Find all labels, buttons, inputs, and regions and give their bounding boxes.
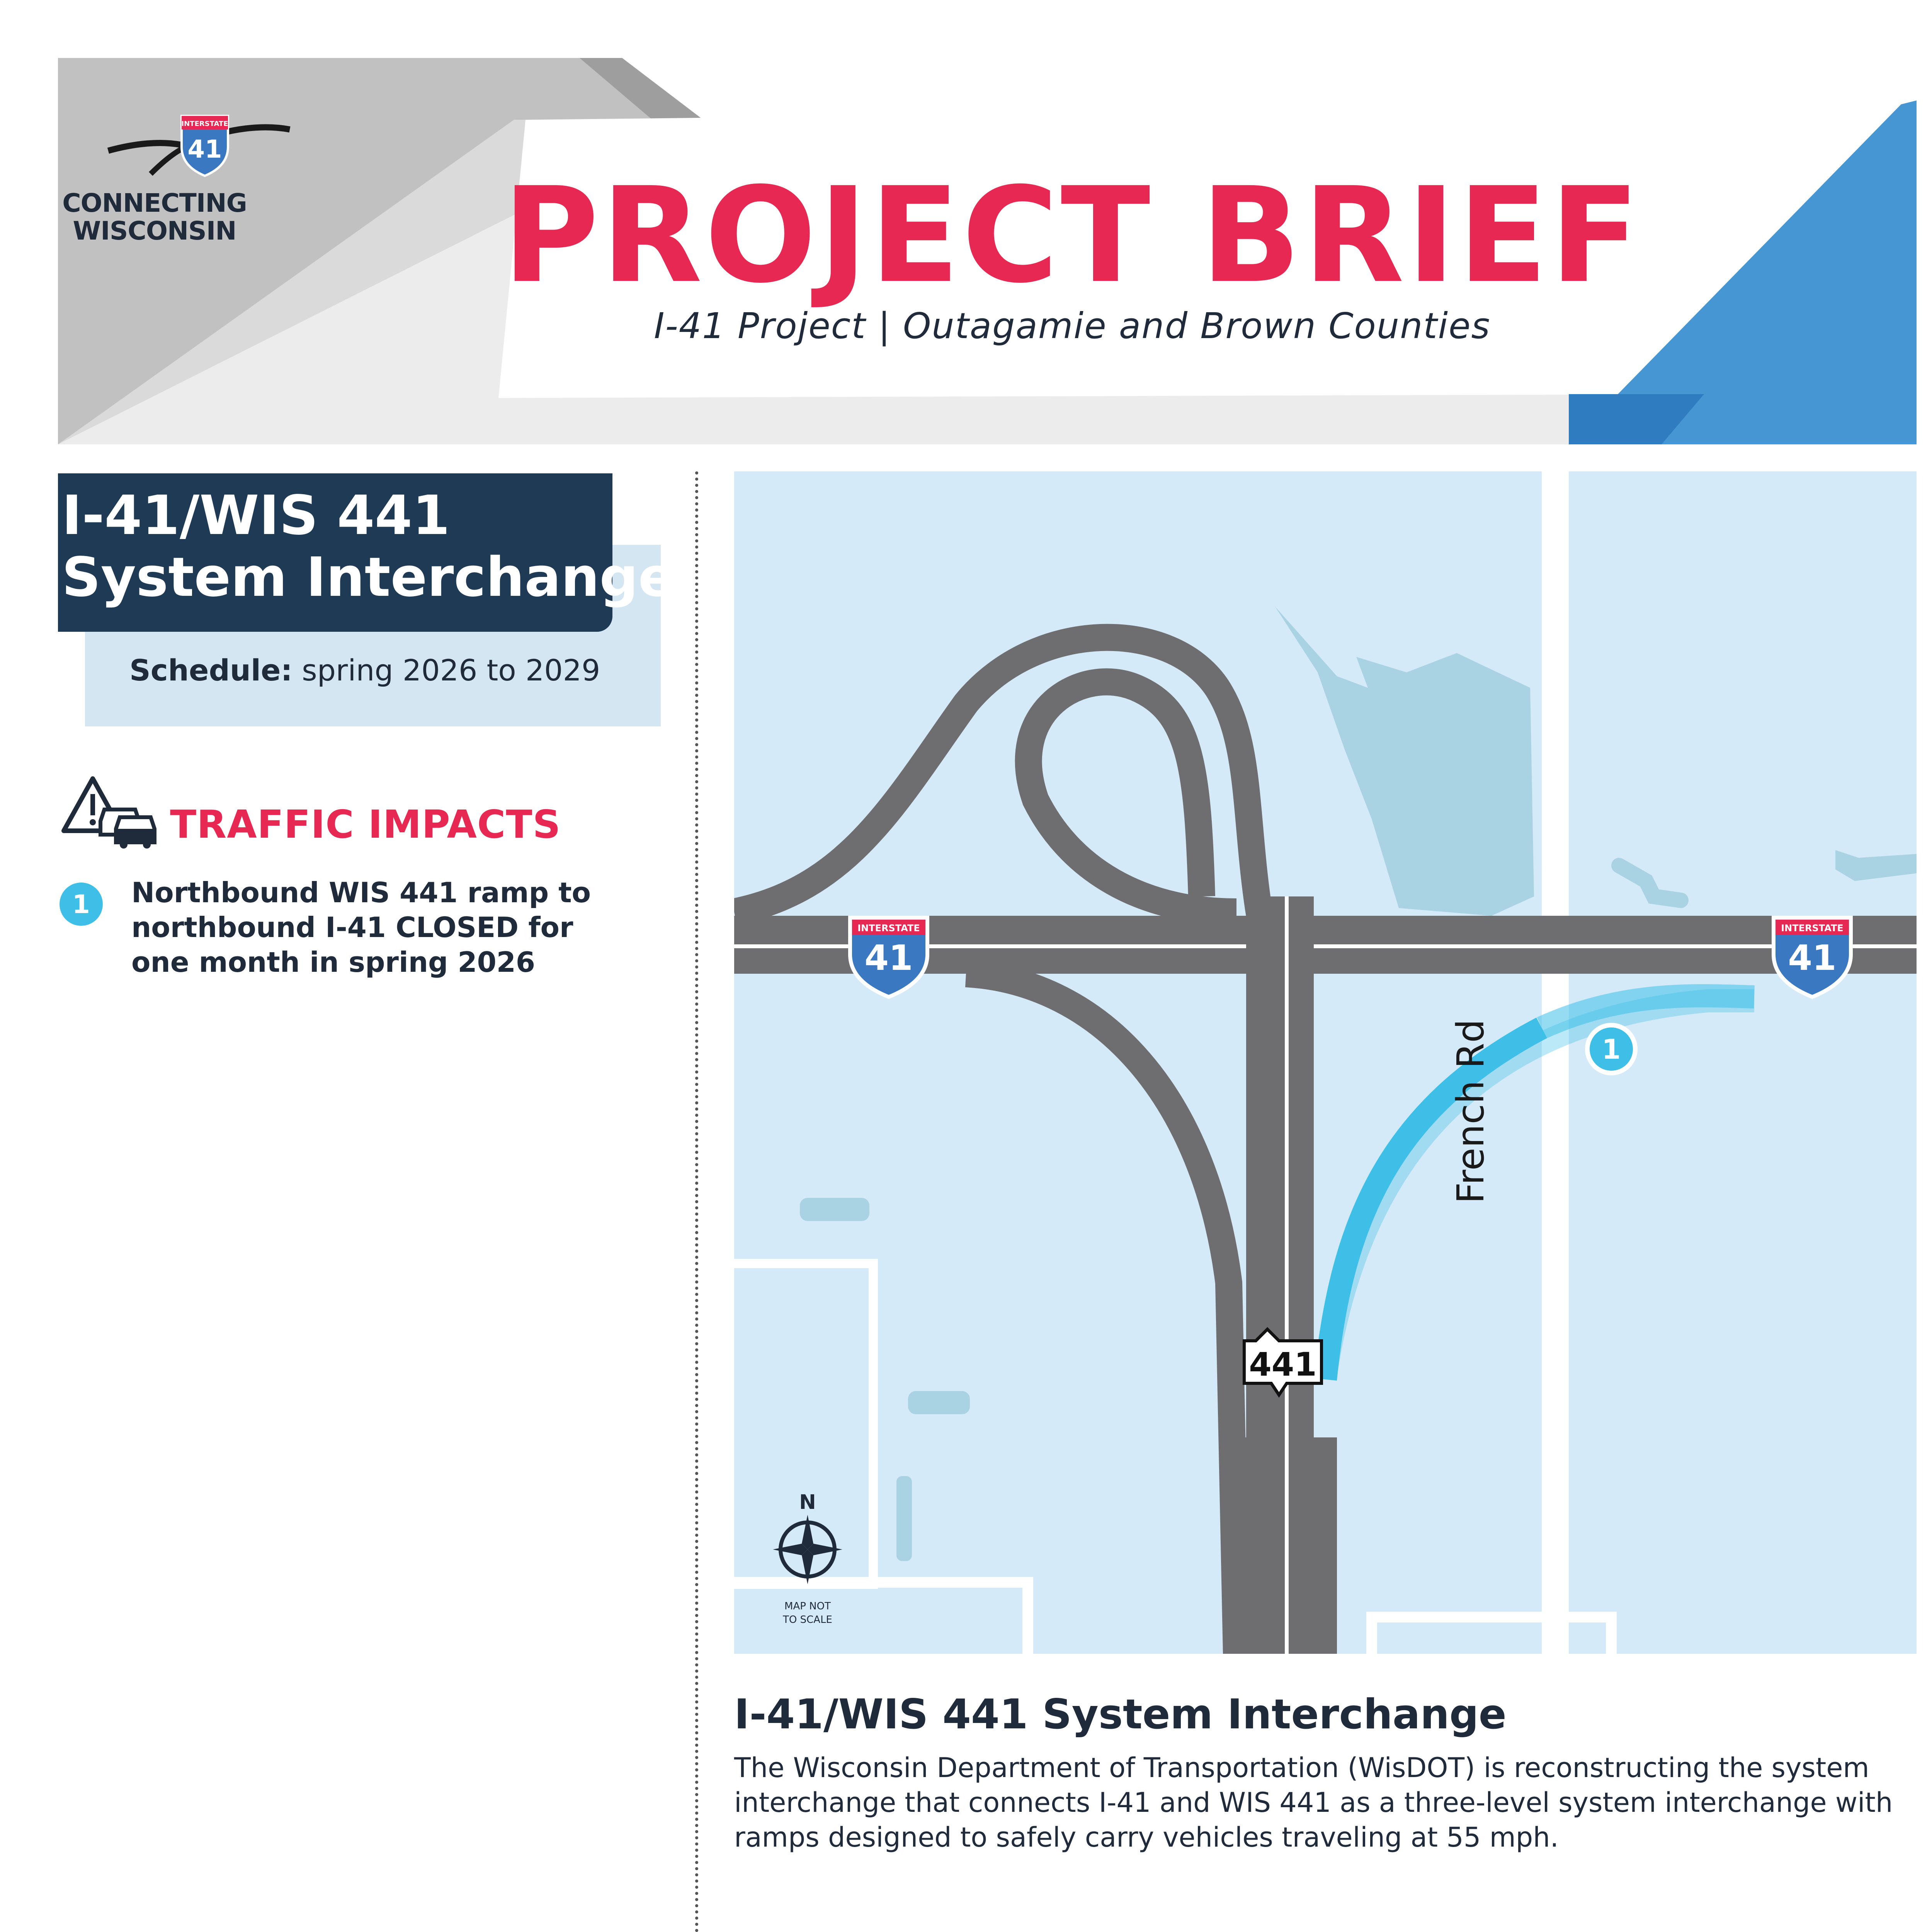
street-label: French Rd xyxy=(1449,1019,1492,1204)
closure-marker-icon xyxy=(1585,1023,1638,1075)
page-subtitle: I-41 Project | Outagamie and Brown Counties xyxy=(654,305,1491,347)
svg-text:1: 1 xyxy=(1602,1034,1621,1065)
schedule-label: Schedule: xyxy=(129,653,293,687)
svg-text:INTERSTATE: INTERSTATE xyxy=(1781,923,1844,934)
interchange-map xyxy=(734,471,1917,1654)
traffic-impacts-heading: TRAFFIC IMPACTS xyxy=(170,802,561,847)
traffic-warning-icon xyxy=(58,773,162,850)
interchange-title-box xyxy=(58,473,675,632)
logo-text: CONNECTING WISCONSIN xyxy=(62,188,247,246)
schedule-value: spring 2026 to 2029 xyxy=(302,653,600,687)
svg-text:41: 41 xyxy=(864,938,913,978)
interchange-title-line1: I-41/WIS 441 xyxy=(62,484,450,547)
svg-text:1: 1 xyxy=(72,889,90,919)
svg-text:INTERSTATE: INTERSTATE xyxy=(857,923,920,934)
svg-text:N: N xyxy=(799,1491,816,1514)
svg-text:41: 41 xyxy=(1788,938,1837,978)
svg-text:INTERSTATE: INTERSTATE xyxy=(181,120,228,128)
section-title: I-41/WIS 441 System Interchange xyxy=(734,1690,1507,1738)
interstate-logo-icon xyxy=(104,108,305,185)
schedule-text xyxy=(129,653,600,687)
svg-text:MAP NOT: MAP NOT xyxy=(784,1600,831,1612)
section-paragraph: The Wisconsin Department of Transportation (WisDOT) is reconstructing the system interchange that connects I-41 and WIS 441 as a three-level system interchange with ramps designed to safely carry vehicles traveling at 55 mph. xyxy=(734,1752,1893,1853)
svg-text:41: 41 xyxy=(187,135,222,164)
impact-number-badge xyxy=(58,881,104,927)
interchange-title-line2: System Interchange xyxy=(62,546,675,609)
column-divider xyxy=(695,471,698,1932)
page-title: PROJECT BRIEF xyxy=(502,159,1642,312)
svg-text:TO SCALE: TO SCALE xyxy=(783,1614,832,1626)
svg-text:441: 441 xyxy=(1249,1345,1317,1383)
impact-item: Northbound WIS 441 ramp to northbound I-41 CLOSED for one month in spring 2026 xyxy=(131,876,591,978)
